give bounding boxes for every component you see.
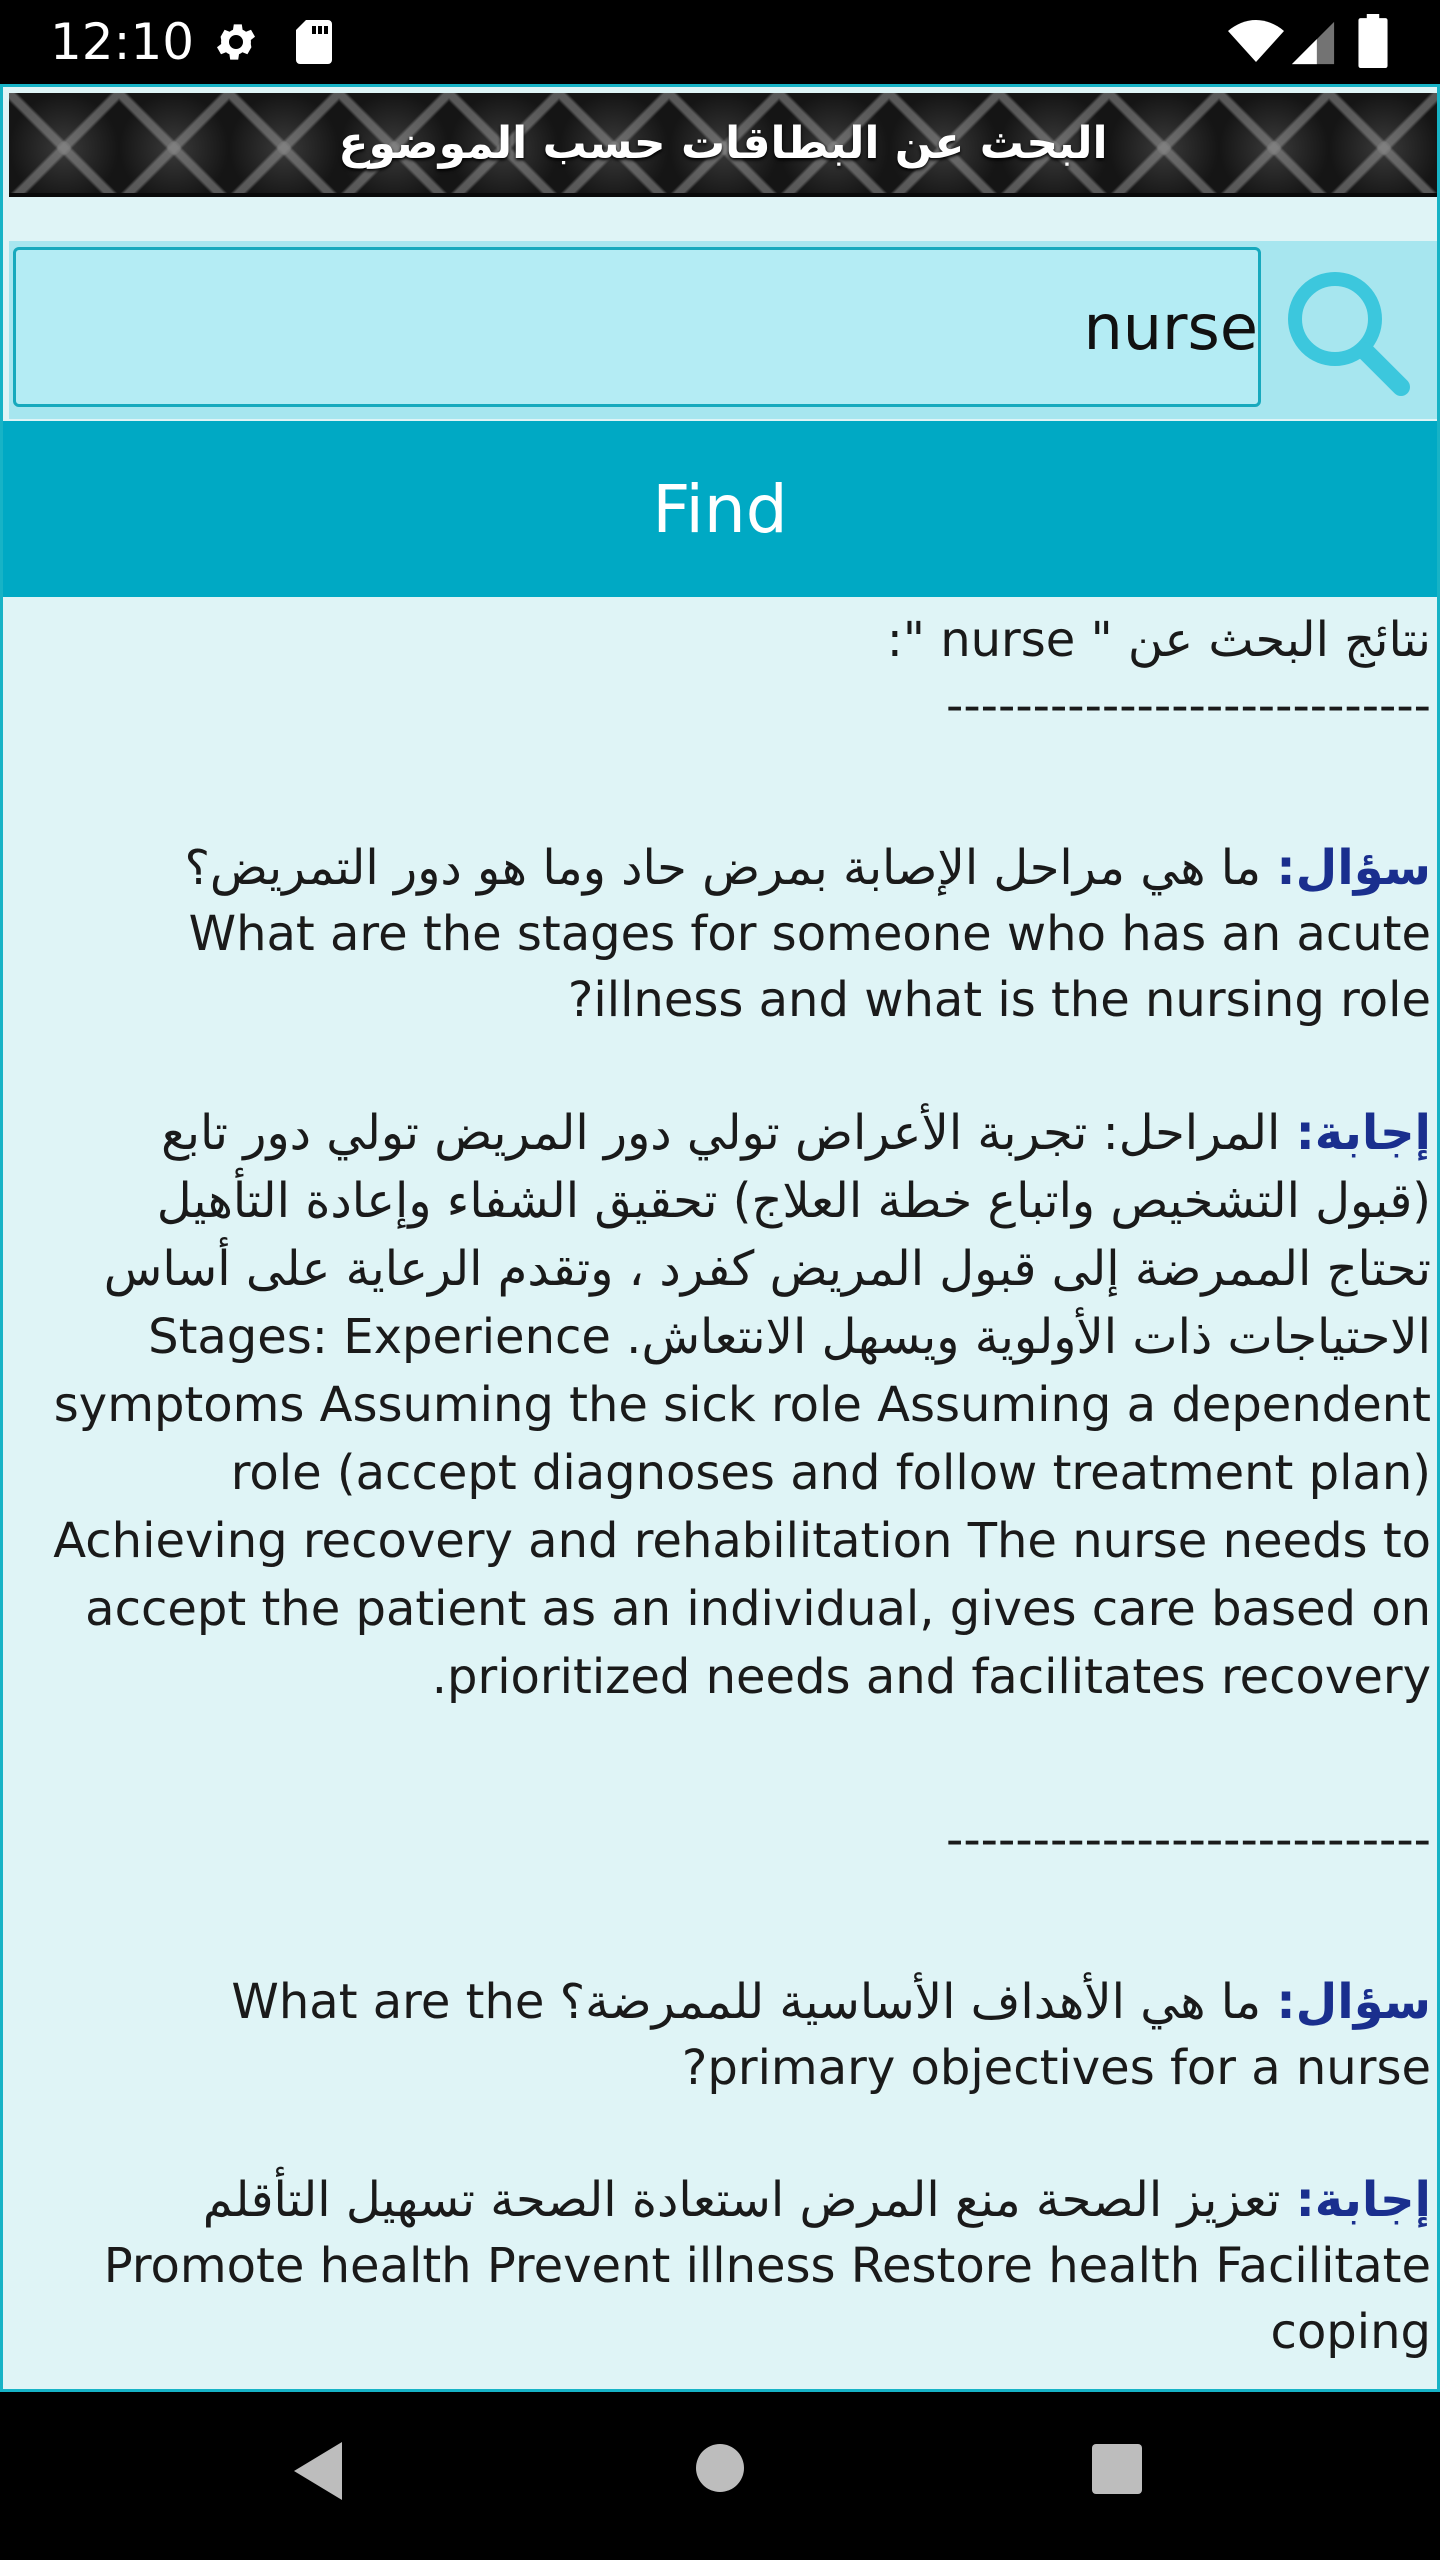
navigation-bar [0,2392,1440,2560]
answer [49,2167,1431,2365]
search-icon[interactable] [1279,261,1419,401]
header-banner [9,93,1437,197]
sd-card-icon [292,18,336,66]
search-row [9,241,1437,419]
list-item [49,1969,1431,2365]
results-heading: نتائج البحث عن " nurse ": [886,612,1431,668]
question [49,1969,1431,2101]
question-label: سؤال: [1276,840,1431,896]
search-results [49,607,1431,2365]
question [49,835,1431,1033]
separator: ---------------------------- [946,1812,1431,1868]
app-screen [0,84,1440,2392]
search-input[interactable] [13,247,1261,407]
back-triangle-icon[interactable] [290,2438,348,2504]
status-bar [0,0,1440,84]
separator: ---------------------------- [946,678,1431,734]
search-input-value: nurse [1083,290,1258,364]
answer-text: تعزيز الصحة منع المرض استعادة الصحة تسهيل التأقلم Promote health Prevent illness Restore health Facilitate coping [103,2172,1431,2360]
list-item [49,835,1431,1711]
question-label: سؤال: [1276,1974,1431,2030]
question-text: ما هي مراحل الإصابة بمرض حاد وما هو دور التمريض؟ What are the stages for someone who has an acute illness and what is the nursing role? [184,840,1431,1028]
find-button[interactable]: Find [3,421,1437,597]
answer-label: إجابة: [1295,2172,1431,2228]
status-time: 12:10 [50,13,195,71]
answer-label: إجابة: [1295,1105,1431,1161]
wifi-icon [1228,20,1284,64]
battery-icon [1358,14,1388,68]
home-circle-icon[interactable] [694,2442,746,2494]
page-title: البحث عن البطاقات حسب الموضوع [338,117,1108,169]
answer [49,1099,1431,1711]
question-text: ما هي الأهداف الأساسية للممرضة؟ What are the primary objectives for a nurse? [231,1974,1431,2096]
cellular-signal-icon [1290,20,1336,66]
gear-icon [212,18,260,66]
answer-text: المراحل: تجربة الأعراض تولي دور المريض تولي دور تابع (قبول التشخيص واتباع خطة العلاج) تحقيق الشفاء وإعادة التأهيل تحتاج الممرضة إلى قبول المريض كفرد ، وتقدم الرعاية على أساس الاحتياجات ذات الأولوية ويسهل الانتعاش. Stages: Experience symptoms Assuming the sick role Assuming a dependent role (accept diagnoses and follow treatment plan) Achieving recovery and rehabilitation The nurse needs to accept the patient as an individual, gives care based on prioritized needs and facilitates recovery. [53,1105,1431,1705]
recents-square-icon[interactable] [1090,2442,1144,2496]
